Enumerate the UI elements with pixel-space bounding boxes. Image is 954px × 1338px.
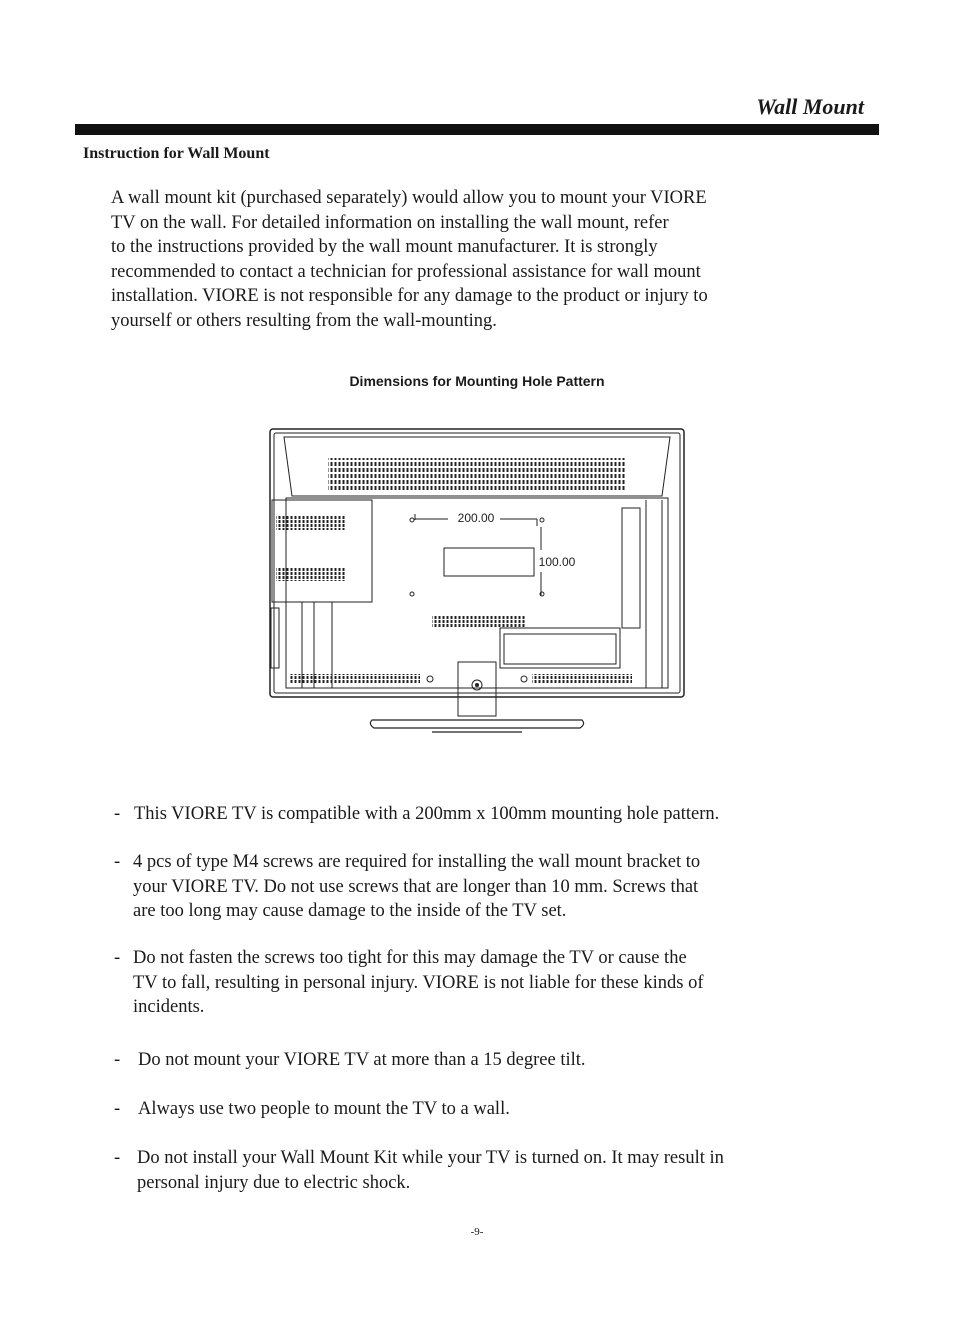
intro-paragraph xyxy=(111,186,791,333)
intro-line: to the instructions provided by the wall mount manufacturer. It is strongly xyxy=(111,237,658,257)
intro-line: A wall mount kit (purchased separately) would allow you to mount your VIORE xyxy=(111,188,707,208)
bullet-item: - Do not fasten the screws too tight for this may damage the TV or cause the TV to fall, resulting in personal injury. VIORE is not liable for these kinds of incidents. xyxy=(114,946,834,1020)
bullet-line: your VIORE TV. Do not use screws that are longer than 10 mm. Screws that xyxy=(133,876,699,897)
bullet-line: 4 pcs of type M4 screws are required for installing the wall mount bracket to xyxy=(133,852,701,872)
bullet-line: Do not install your Wall Mount Kit while your TV is turned on. It may result in xyxy=(137,1148,724,1168)
bullet-item: - This VIORE TV is compatible with a 200mm x 100mm mounting hole pattern. xyxy=(114,802,834,827)
bullet-item: - Always use two people to mount the TV to a wall. xyxy=(114,1097,834,1122)
bullet-line: personal injury due to electric shock. xyxy=(137,1172,411,1193)
stand-base xyxy=(370,720,583,728)
bullet-item: - 4 pcs of type M4 screws are required for installing the wall mount bracket to your VIORE TV. Do not use screws that are longer than 10 mm. Screws that are too long may cause damage to the inside of the TV set. xyxy=(114,850,834,924)
intro-line: yourself or others resulting from the wall-mounting. xyxy=(111,310,497,331)
bullet-item: - Do not install your Wall Mount Kit while your TV is turned on. It may result in personal injury due to electric shock. xyxy=(114,1146,834,1195)
bullet-item: - Do not mount your VIORE TV at more than a 15 degree tilt. xyxy=(114,1048,834,1073)
tv-rear-drawing xyxy=(262,420,694,740)
figure-caption: Dimensions for Mounting Hole Pattern xyxy=(349,373,605,389)
bullet-line: incidents. xyxy=(133,997,205,1017)
dimension-label-vertical: 100.00 xyxy=(538,555,576,569)
dimension-label-horizontal: 200.00 xyxy=(457,511,495,525)
bullet-line: Always use two people to mount the TV to a wall. xyxy=(138,1099,510,1119)
top-vent-grille xyxy=(328,458,626,492)
bullet-line: are too long may cause damage to the inside of the TV set. xyxy=(133,901,567,921)
page-number: -9- xyxy=(470,1226,484,1238)
bullet-line: Do not fasten the screws too tight for this may damage the TV or cause the xyxy=(133,948,687,968)
intro-line: installation. VIORE is not responsible for any damage to the product or injury to xyxy=(111,286,708,306)
bullet-line: This VIORE TV is compatible with a 200mm x 100mm mounting hole pattern. xyxy=(134,804,720,824)
header-rule xyxy=(75,124,879,135)
intro-line: recommended to contact a technician for professional assistance for wall mount xyxy=(111,261,701,282)
tv-rear-diagram xyxy=(262,420,694,740)
intro-line: TV on the wall. For detailed information on installing the wall mount, refer xyxy=(111,212,669,233)
bullet-line: Do not mount your VIORE TV at more than a 15 degree tilt. xyxy=(138,1050,586,1070)
bullet-line: TV to fall, resulting in personal injury. VIORE is not liable for these kinds of xyxy=(133,972,704,993)
section-title: Instruction for Wall Mount xyxy=(83,145,270,162)
page-header-title: Wall Mount xyxy=(756,94,864,119)
